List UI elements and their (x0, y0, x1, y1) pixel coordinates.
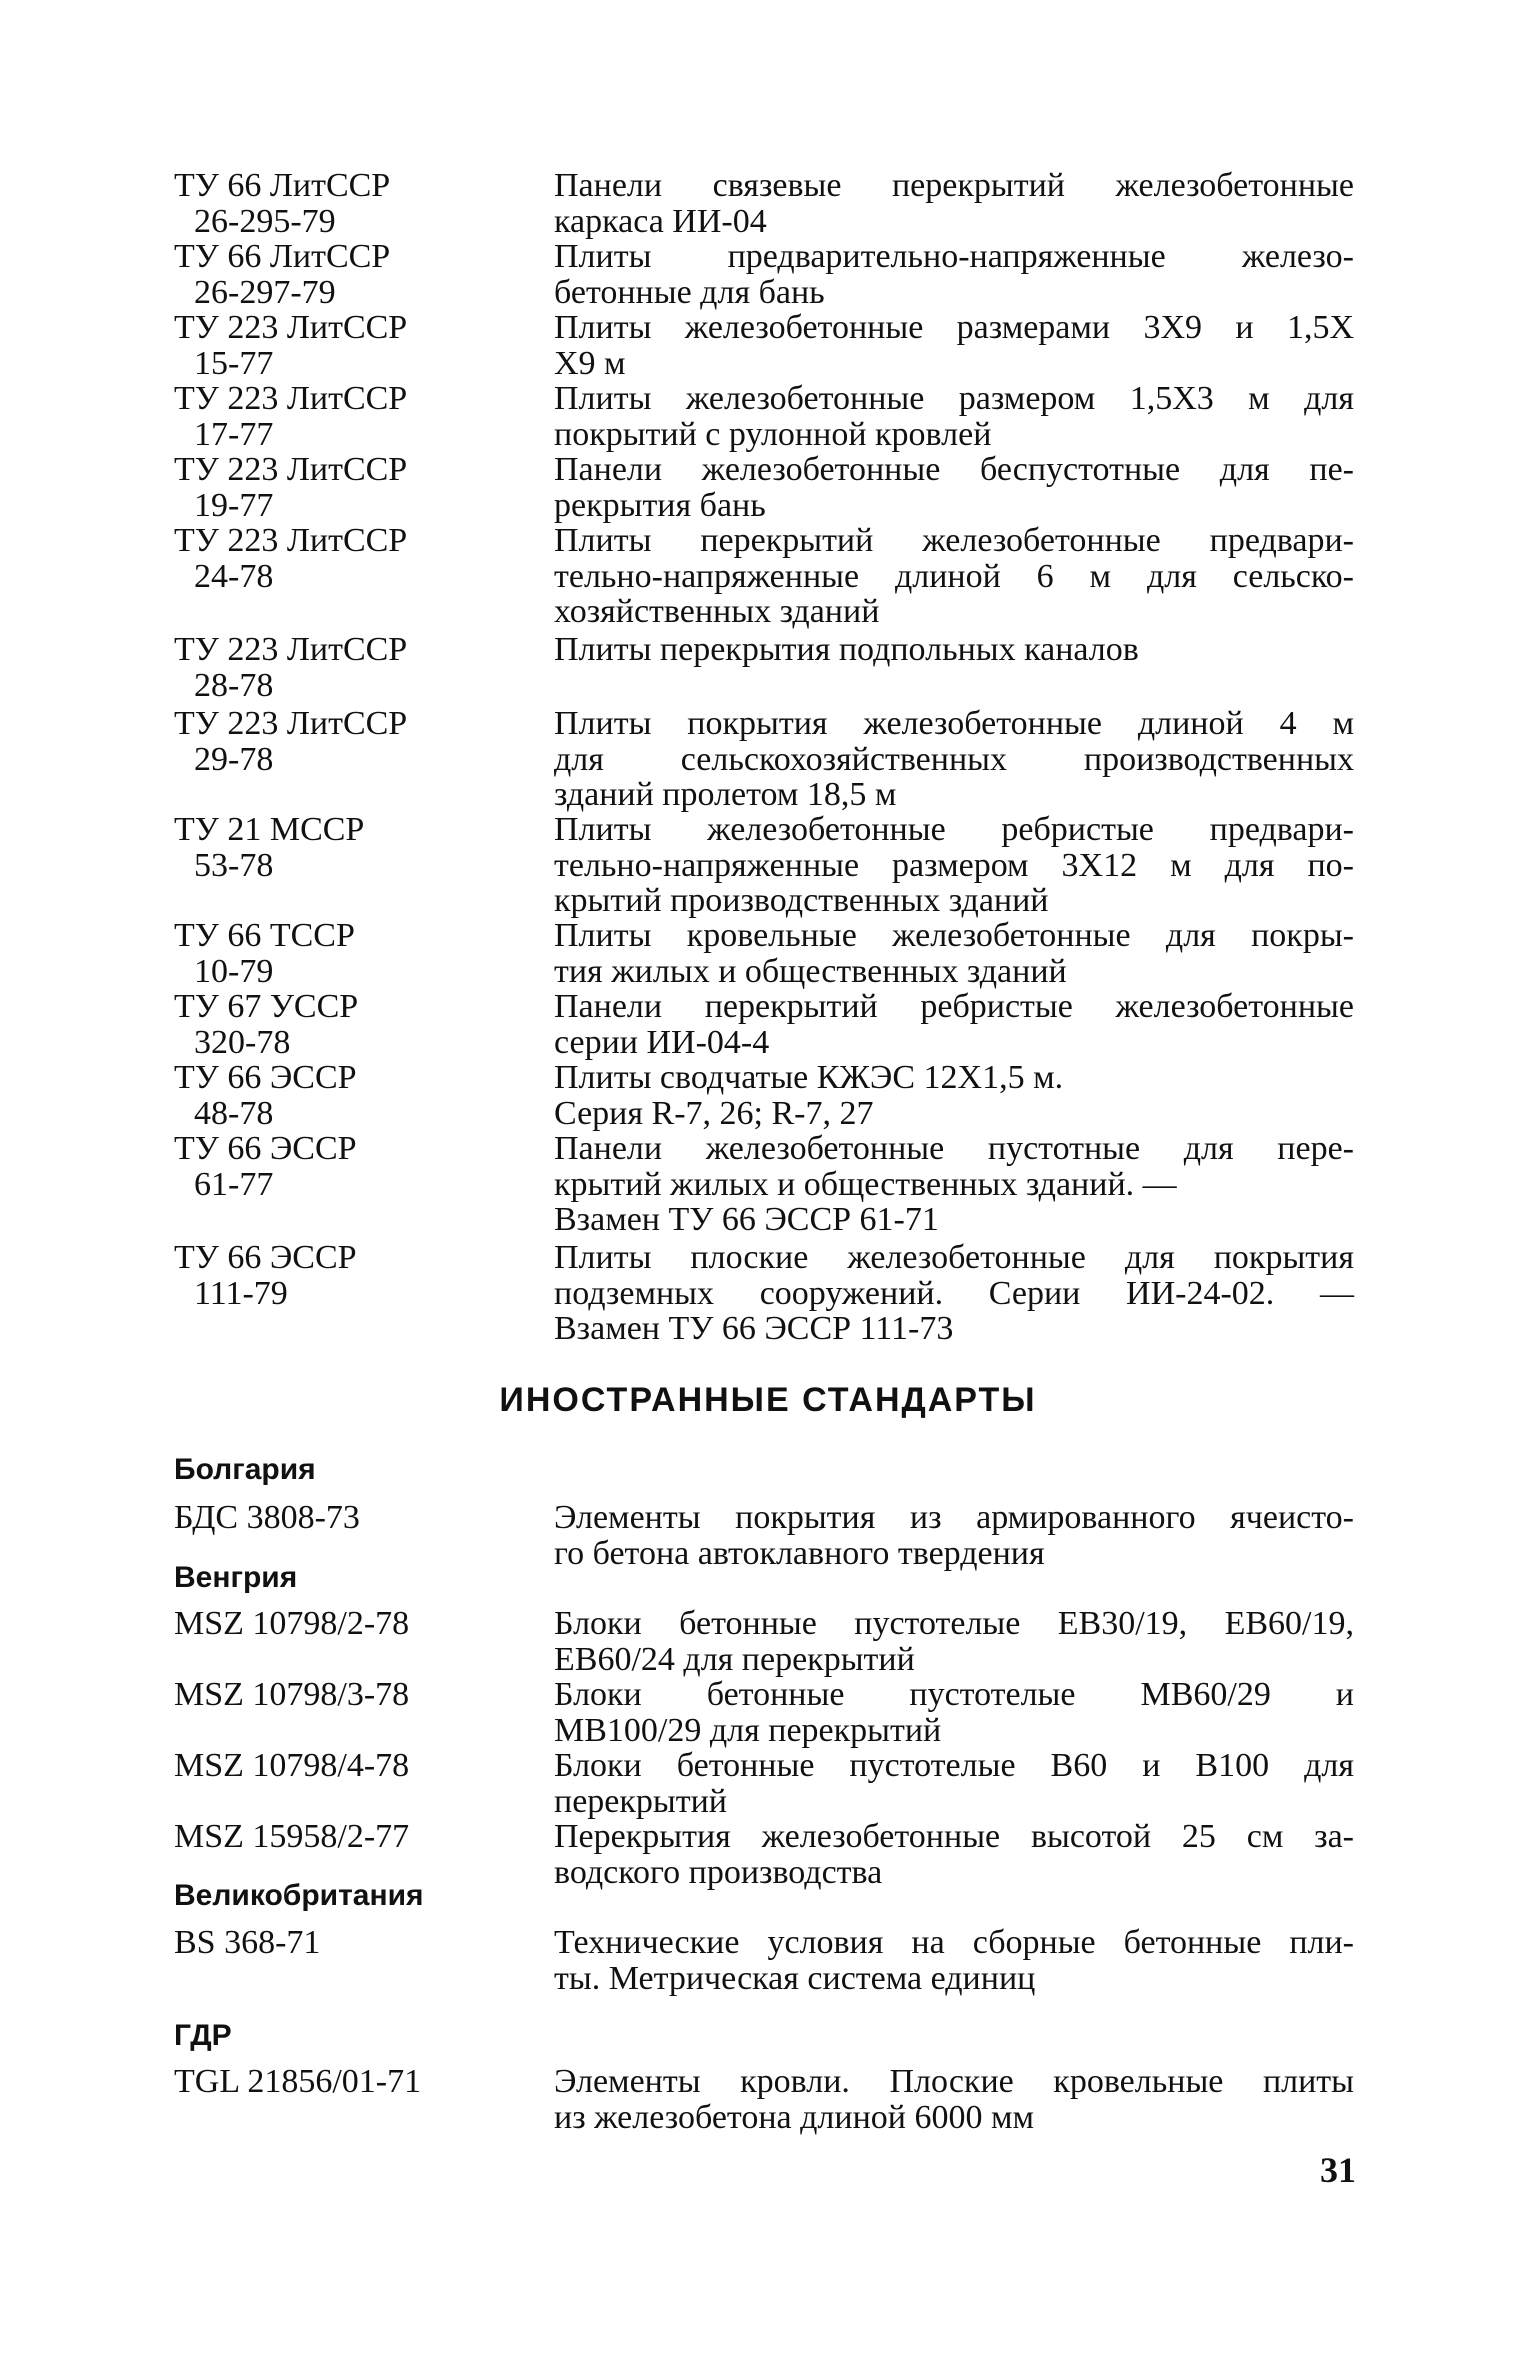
standard-description: Х9 м (554, 344, 626, 382)
standard-description: для сельскохозяйственных производственных (554, 740, 1354, 778)
standard-code: TGL 21856/01-71 (174, 2063, 422, 2100)
standard-code: BS 368-71 (174, 1924, 321, 1961)
standard-description: Перекрытия железобетонные высотой 25 см за- (554, 1818, 1354, 1855)
standard-number: 29-78 (194, 740, 274, 778)
standard-number: 10-79 (194, 952, 274, 990)
standard-description: каркаса ИИ-04 (554, 202, 767, 240)
standard-description: Элементы покрытия из армированного ячеисто- (554, 1499, 1354, 1536)
standard-description: тия жилых и общественных зданий (554, 952, 1067, 990)
standard-description: Плиты плоские железобетонные для покрытия (554, 1239, 1354, 1276)
standard-code: ТУ 223 ЛитССР (174, 309, 408, 346)
country-heading: Болгария (174, 1453, 316, 1486)
standard-description: Блоки бетонные пустотелые EB30/19, EB60/19, (554, 1605, 1354, 1642)
standard-description: крытий производственных зданий (554, 882, 1049, 919)
standard-description: рекрытия бань (554, 486, 766, 524)
standard-code: MSZ 10798/3-78 (174, 1676, 410, 1713)
standard-code: ТУ 223 ЛитССР (174, 380, 408, 417)
standard-description: EB60/24 для перекрытий (554, 1640, 915, 1678)
standard-description: Панели железобетонные пустотные для пере- (554, 1130, 1354, 1167)
standard-description: Блоки бетонные пустотелые МВ60/29 и (554, 1676, 1354, 1713)
standard-description: Панели связевые перекрытий железобетонные (554, 167, 1354, 204)
standard-description: ты. Метрическая система единиц (554, 1959, 1036, 1997)
standard-code: ТУ 223 ЛитССР (174, 522, 408, 559)
country-heading: ГДР (174, 2019, 232, 2052)
standard-description: водского производства (554, 1853, 883, 1891)
standard-description: го бетона автоклавного твердения (554, 1534, 1045, 1572)
standard-number: 28-78 (194, 666, 274, 704)
standard-description: хозяйственных зданий (554, 593, 880, 630)
standard-description: крытий жилых и общественных зданий. — (554, 1165, 1177, 1203)
standard-number: 111-79 (194, 1274, 288, 1312)
country-heading: Венгрия (174, 1561, 298, 1594)
standard-description: Плиты кровельные железобетонные для покры- (554, 917, 1354, 954)
page-number: 31 (1320, 2150, 1356, 2190)
standard-number: 48-78 (194, 1094, 274, 1132)
standard-description: Плиты покрытия железобетонные длиной 4 м (554, 705, 1354, 742)
standard-number: 320-78 (194, 1023, 291, 1061)
standard-description: Плиты перекрытия подпольных каналов (554, 631, 1139, 668)
standard-number: 26-297-79 (194, 273, 336, 311)
standard-description: тельно-напряженные длиной 6 м для сельско- (554, 557, 1354, 595)
standard-number: 17-77 (194, 415, 274, 453)
standard-code: ТУ 67 УССР (174, 988, 359, 1025)
standard-code: БДС 3808-73 (174, 1499, 360, 1536)
standard-number: 53-78 (194, 846, 274, 884)
standard-description: из железобетона длиной 6000 мм (554, 2098, 1034, 2136)
standard-description: Панели железобетонные беспустотные для пе- (554, 451, 1354, 488)
standard-description: Блоки бетонные пустотелые В60 и В100 для (554, 1747, 1354, 1784)
standard-description: Взамен ТУ 66 ЭССР 111-73 (554, 1310, 954, 1347)
standard-description: зданий пролетом 18,5 м (554, 776, 897, 813)
standard-description: Плиты сводчатые КЖЭС 12Х1,5 м. (554, 1059, 1064, 1096)
standard-code: ТУ 223 ЛитССР (174, 705, 408, 742)
standard-code: ТУ 66 ЭССР (174, 1239, 357, 1276)
standard-description: бетонные для бань (554, 273, 825, 311)
standard-code: ТУ 223 ЛитССР (174, 631, 408, 668)
standard-code: MSZ 10798/2-78 (174, 1605, 410, 1642)
standard-description: Плиты железобетонные размерами 3Х9 и 1,5Х (554, 309, 1354, 346)
standard-description: Взамен ТУ 66 ЭССР 61-71 (554, 1201, 939, 1238)
standard-description: Технические условия на сборные бетонные пли- (554, 1924, 1354, 1961)
standard-description: Элементы кровли. Плоские кровельные плиты (554, 2063, 1354, 2100)
standard-code: ТУ 223 ЛитССР (174, 451, 408, 488)
country-heading: Великобритания (174, 1879, 424, 1912)
standard-description: покрытий с рулонной кровлей (554, 415, 992, 453)
standard-code: ТУ 66 ЛитССР (174, 167, 391, 204)
standard-description: Серия R-7, 26; R-7, 27 (554, 1094, 874, 1132)
standard-description: Плиты перекрытий железобетонные предвари- (554, 522, 1354, 559)
standard-code: MSZ 15958/2-77 (174, 1818, 410, 1855)
standard-description: Плиты железобетонные размером 1,5Х3 м для (554, 380, 1354, 417)
standard-description: Плиты предварительно-напряженные железо- (554, 238, 1354, 275)
standard-description: тельно-напряженные размером 3Х12 м для по- (554, 846, 1354, 884)
section-heading: ИНОСТРАННЫЕ СТАНДАРТЫ (499, 1381, 1037, 1419)
standard-code: ТУ 21 МССР (174, 811, 365, 848)
standard-number: 19-77 (194, 486, 274, 524)
standard-description: МВ100/29 для перекрытий (554, 1711, 942, 1749)
standard-description: подземных сооружений. Серии ИИ-24-02. — (554, 1274, 1354, 1312)
standard-description: серии ИИ-04-4 (554, 1023, 770, 1061)
standard-code: ТУ 66 ЛитССР (174, 238, 391, 275)
standard-number: 15-77 (194, 344, 274, 382)
standard-description: Плиты железобетонные ребристые предвари- (554, 811, 1354, 848)
standard-code: MSZ 10798/4-78 (174, 1747, 410, 1784)
standard-code: ТУ 66 ТССР (174, 917, 355, 954)
standard-number: 61-77 (194, 1165, 274, 1203)
standard-code: ТУ 66 ЭССР (174, 1059, 357, 1096)
standard-description: перекрытий (554, 1782, 727, 1820)
standard-number: 24-78 (194, 557, 274, 595)
standard-code: ТУ 66 ЭССР (174, 1130, 357, 1167)
standard-description: Панели перекрытий ребристые железобетонные (554, 988, 1354, 1025)
standard-number: 26-295-79 (194, 202, 336, 240)
